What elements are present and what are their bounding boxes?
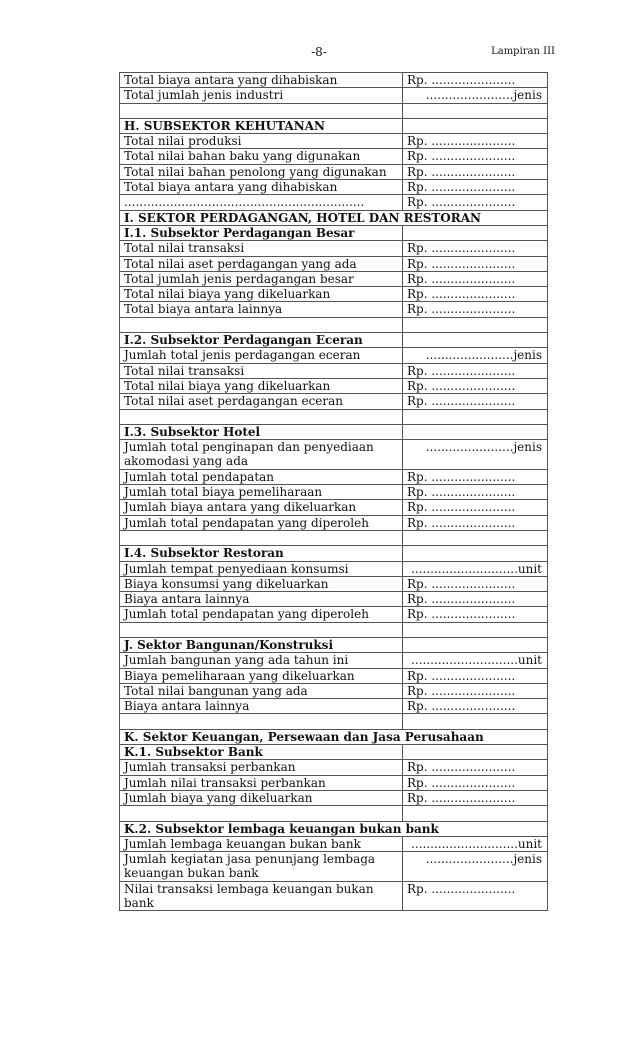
row-label: Jumlah lembaga keuangan bukan bank (120, 836, 403, 851)
table-row (120, 363, 548, 378)
row-value: Rp. ...................... (403, 576, 548, 591)
row-value: Rp. ...................... (403, 683, 548, 698)
row-label: Biaya antara lainnya (120, 699, 403, 714)
subsection-heading: J. Sektor Bangunan/Konstruksi (120, 637, 403, 652)
blank-cell (120, 409, 403, 424)
subsection-heading: I.4. Subsektor Restoran (120, 546, 403, 561)
table-row (120, 561, 548, 576)
subsection-row (120, 546, 548, 561)
row-label: Jumlah biaya antara yang dikeluarkan (120, 500, 403, 515)
subsection-row (120, 225, 548, 240)
row-label: Jumlah nilai transaksi perbankan (120, 775, 403, 790)
row-value: .......................jenis (403, 348, 548, 363)
row-value: Rp. ...................... (403, 760, 548, 775)
subsection-row (120, 333, 548, 348)
subsection-row (120, 118, 548, 133)
table-row (120, 760, 548, 775)
row-label: Total nilai transaksi (120, 241, 403, 256)
row-value: Rp. ...................... (403, 149, 548, 164)
table-row (120, 88, 548, 103)
row-label: Total jumlah jenis perdagangan besar (120, 271, 403, 286)
blank-cell (403, 103, 548, 118)
row-value: Rp. ...................... (403, 271, 548, 286)
table-row (120, 302, 548, 317)
row-value: Rp. ...................... (403, 164, 548, 179)
blank-cell (403, 424, 548, 439)
row-label: Total jumlah jenis industri (120, 88, 403, 103)
row-value: Rp. ...................... (403, 607, 548, 622)
row-label: Total nilai biaya yang dikeluarkan (120, 287, 403, 302)
table-row (120, 378, 548, 393)
table-row (120, 515, 548, 530)
row-label: Total nilai produksi (120, 134, 403, 149)
page-number: -8- (311, 45, 327, 59)
section-heading: I. SEKTOR PERDAGANGAN, HOTEL DAN RESTORAN (120, 210, 548, 225)
section-heading: K. Sektor Keuangan, Persewaan dan Jasa Perusahaan (120, 729, 548, 744)
table-row (120, 241, 548, 256)
table-row (120, 348, 548, 363)
row-label: Jumlah biaya yang dikeluarkan (120, 790, 403, 805)
row-value: Rp. ...................... (403, 485, 548, 500)
blank-cell (120, 806, 403, 821)
blank-cell (120, 714, 403, 729)
section-row (120, 210, 548, 225)
row-value: Rp. ...................... (403, 287, 548, 302)
row-label: Jumlah total jenis perdagangan eceran (120, 348, 403, 363)
blank-row (120, 622, 548, 637)
row-value: Rp. ...................... (403, 256, 548, 271)
row-label: Jumlah total penginapan dan penyediaan akomodasi yang ada (120, 440, 403, 470)
row-label: Jumlah transaksi perbankan (120, 760, 403, 775)
blank-cell (403, 530, 548, 545)
table-row (120, 440, 548, 470)
row-value: Rp. ...................... (403, 515, 548, 530)
table-row (120, 790, 548, 805)
table-row (120, 500, 548, 515)
blank-row (120, 530, 548, 545)
table-row (120, 256, 548, 271)
row-label: Total biaya antara yang dihabiskan (120, 180, 403, 195)
blank-row (120, 409, 548, 424)
row-label: Total nilai aset perdagangan eceran (120, 394, 403, 409)
table-row (120, 469, 548, 484)
row-label: Jumlah kegiatan jasa penunjang lembaga keuangan bukan bank (120, 852, 403, 882)
blank-cell (403, 806, 548, 821)
blank-cell (403, 225, 548, 240)
blank-cell (403, 714, 548, 729)
row-value: Rp. ...................... (403, 394, 548, 409)
blank-cell (120, 317, 403, 332)
row-label: Biaya pemeliharaan yang dikeluarkan (120, 668, 403, 683)
row-value: Rp. ...................... (403, 790, 548, 805)
data-form-table (119, 72, 548, 911)
blank-cell (120, 103, 403, 118)
row-label: Jumlah total pendapatan (120, 469, 403, 484)
blank-cell (120, 530, 403, 545)
table-row (120, 73, 548, 88)
row-label: Jumlah tempat penyediaan konsumsi (120, 561, 403, 576)
row-label: Total nilai transaksi (120, 363, 403, 378)
table-row (120, 394, 548, 409)
blank-cell (403, 745, 548, 760)
table-row (120, 287, 548, 302)
row-label: Jumlah total pendapatan yang diperoleh (120, 607, 403, 622)
blank-row (120, 103, 548, 118)
table-row (120, 195, 548, 210)
row-value: Rp. ...................... (403, 469, 548, 484)
row-value: ............................unit (403, 653, 548, 668)
blank-cell (120, 622, 403, 637)
row-value: Rp. ...................... (403, 241, 548, 256)
subsection-heading: K.1. Subsektor Bank (120, 745, 403, 760)
row-value: Rp. ...................... (403, 699, 548, 714)
row-value: Rp. ...................... (403, 378, 548, 393)
blank-cell (403, 546, 548, 561)
table-row (120, 607, 548, 622)
attachment-label: Lampiran III (491, 46, 555, 57)
table-row (120, 836, 548, 851)
row-label: Total nilai bangunan yang ada (120, 683, 403, 698)
table-row (120, 134, 548, 149)
blank-cell (403, 637, 548, 652)
row-value: ............................unit (403, 561, 548, 576)
subsection-row (120, 424, 548, 439)
blank-row (120, 317, 548, 332)
row-value: .......................jenis (403, 88, 548, 103)
table-row (120, 271, 548, 286)
table-row (120, 485, 548, 500)
blank-cell (403, 118, 548, 133)
subsection-heading: K.2. Subsektor lembaga keuangan bukan bank (120, 821, 548, 836)
row-value: Rp. ...................... (403, 195, 548, 210)
row-label: ............................................................... (120, 195, 403, 210)
blank-cell (403, 333, 548, 348)
row-label: Jumlah total pendapatan yang diperoleh (120, 515, 403, 530)
row-label: Jumlah total biaya pemeliharaan (120, 485, 403, 500)
row-label: Biaya konsumsi yang dikeluarkan (120, 576, 403, 591)
table-row (120, 668, 548, 683)
blank-cell (403, 317, 548, 332)
row-value: Rp. ...................... (403, 592, 548, 607)
subsection-heading: I.1. Subsektor Perdagangan Besar (120, 225, 403, 240)
row-label: Total nilai bahan baku yang digunakan (120, 149, 403, 164)
table-row (120, 699, 548, 714)
row-label: Total biaya antara yang dihabiskan (120, 73, 403, 88)
row-label: Biaya antara lainnya (120, 592, 403, 607)
table-row (120, 576, 548, 591)
row-value: Rp. ...................... (403, 134, 548, 149)
row-value: Rp. ...................... (403, 363, 548, 378)
row-value: Rp. ...................... (403, 881, 548, 911)
table-row (120, 775, 548, 790)
row-value: .......................jenis (403, 852, 548, 882)
row-value: Rp. ...................... (403, 180, 548, 195)
row-value: ............................unit (403, 836, 548, 851)
subsection-heading: H. SUBSEKTOR KEHUTANAN (120, 118, 403, 133)
blank-row (120, 714, 548, 729)
table-row (120, 164, 548, 179)
row-label: Jumlah bangunan yang ada tahun ini (120, 653, 403, 668)
row-value: Rp. ...................... (403, 775, 548, 790)
table-row (120, 852, 548, 882)
subsection-heading: I.3. Subsektor Hotel (120, 424, 403, 439)
blank-cell (403, 409, 548, 424)
subsection-row (120, 745, 548, 760)
table-row (120, 683, 548, 698)
row-value: Rp. ...................... (403, 73, 548, 88)
row-value: Rp. ...................... (403, 302, 548, 317)
row-value: .......................jenis (403, 440, 548, 470)
section-row (120, 729, 548, 744)
table-row (120, 149, 548, 164)
table-row (120, 180, 548, 195)
subsection-row (120, 637, 548, 652)
row-label: Total nilai aset perdagangan yang ada (120, 256, 403, 271)
blank-cell (403, 622, 548, 637)
table-row (120, 653, 548, 668)
row-label: Total nilai bahan penolong yang digunakan (120, 164, 403, 179)
row-value: Rp. ...................... (403, 500, 548, 515)
subsection-row (120, 821, 548, 836)
table-row (120, 592, 548, 607)
row-value: Rp. ...................... (403, 668, 548, 683)
row-label: Total biaya antara lainnya (120, 302, 403, 317)
row-label: Nilai transaksi lembaga keuangan bukan bank (120, 881, 403, 911)
table-row (120, 881, 548, 911)
subsection-heading: I.2. Subsektor Perdagangan Eceran (120, 333, 403, 348)
row-label: Total nilai biaya yang dikeluarkan (120, 378, 403, 393)
blank-row (120, 806, 548, 821)
